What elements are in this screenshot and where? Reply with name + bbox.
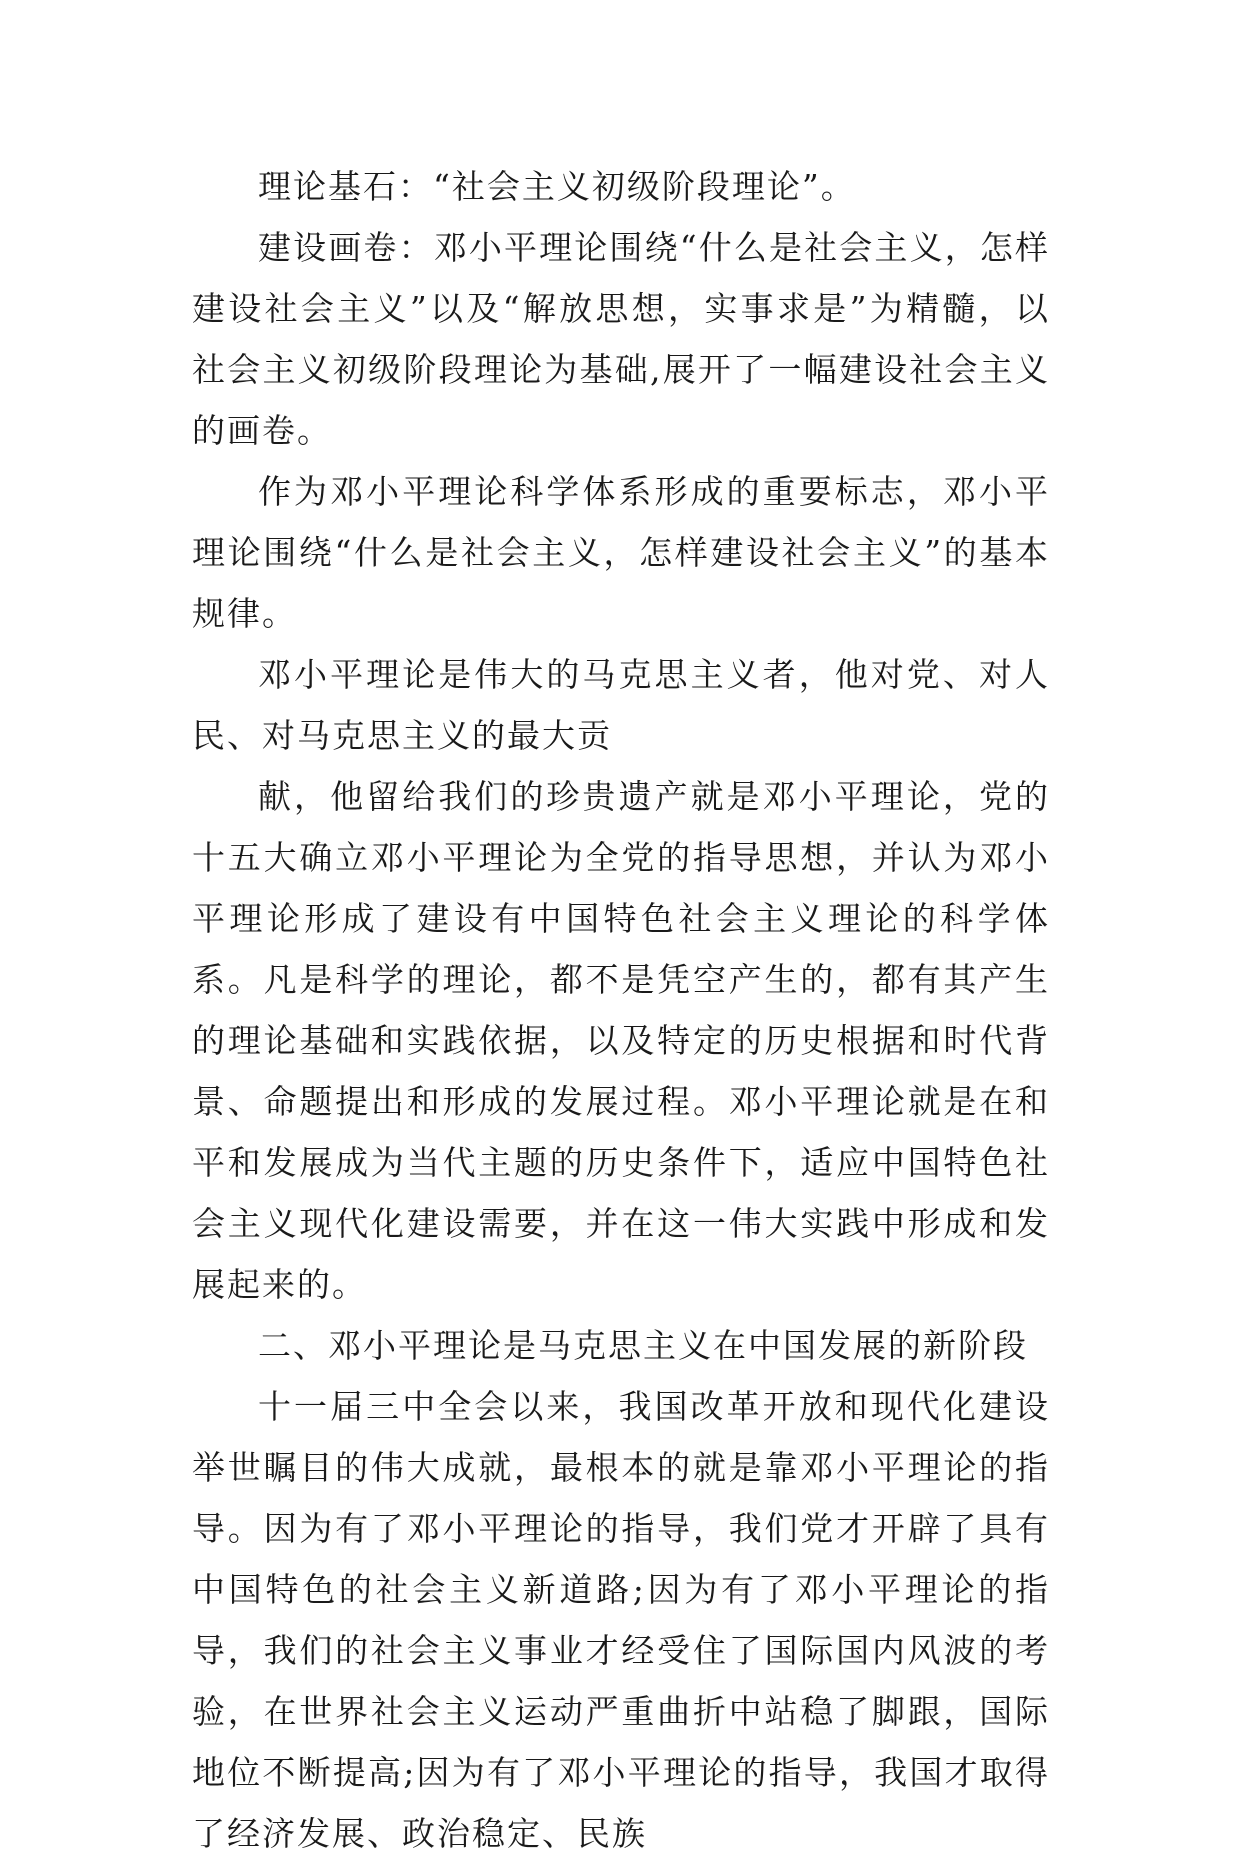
paragraph-great-marxist: 邓小平理论是伟大的马克思主义者，他对党、对人民、对马克思主义的最大贡	[192, 655, 1050, 755]
paragraph-construction-scroll: 建设画卷：邓小平理论围绕“什么是社会主义，怎样建设社会主义”以及“解放思想，实事求是”为精髓，以社会主义初级阶段理论为基础,展开了一幅建设社会主义的画卷。	[192, 228, 1050, 450]
body-text	[192, 156, 1050, 1864]
paragraph-theory-cornerstone: 理论基石：“社会主义初级阶段理论”。	[258, 167, 856, 206]
paragraph-precious-legacy: 献，他留给我们的珍贵遗产就是邓小平理论，党的十五大确立邓小平理论为全党的指导思想，并认为邓小平理论形成了建设有中国特色社会主义理论的科学体系。凡是科学的理论，都不是凭空产生的，都有其产生的理论基础和实践依据，以及特定的历史根据和时代背景、命题提出和形成的发展过程。邓小平理论就是在和平和发展成为当代主题的历史条件下，适应中国特色社会主义现代化建设需要，并在这一伟大实践中形成和发展起来的。	[192, 777, 1050, 1304]
paragraph-scientific-system: 作为邓小平理论科学体系形成的重要标志，邓小平理论围绕“什么是社会主义，怎样建设社会主义”的基本规律。	[192, 472, 1050, 633]
paragraph-reform-achievements: 十一届三中全会以来，我国改革开放和现代化建设举世瞩目的伟大成就，最根本的就是靠邓小平理论的指导。因为有了邓小平理论的指导，我们党才开辟了具有中国特色的社会主义新道路;因为有了邓小平理论的指导，我们的社会主义事业才经受住了国际国内风波的考验，在世界社会主义运动严重曲折中站稳了脚跟，国际地位不断提高;因为有了邓小平理论的指导，我国才取得了经济发展、政治稳定、民族	[192, 1387, 1050, 1853]
section-heading-2: 二、邓小平理论是马克思主义在中国发展的新阶段	[258, 1326, 1028, 1365]
